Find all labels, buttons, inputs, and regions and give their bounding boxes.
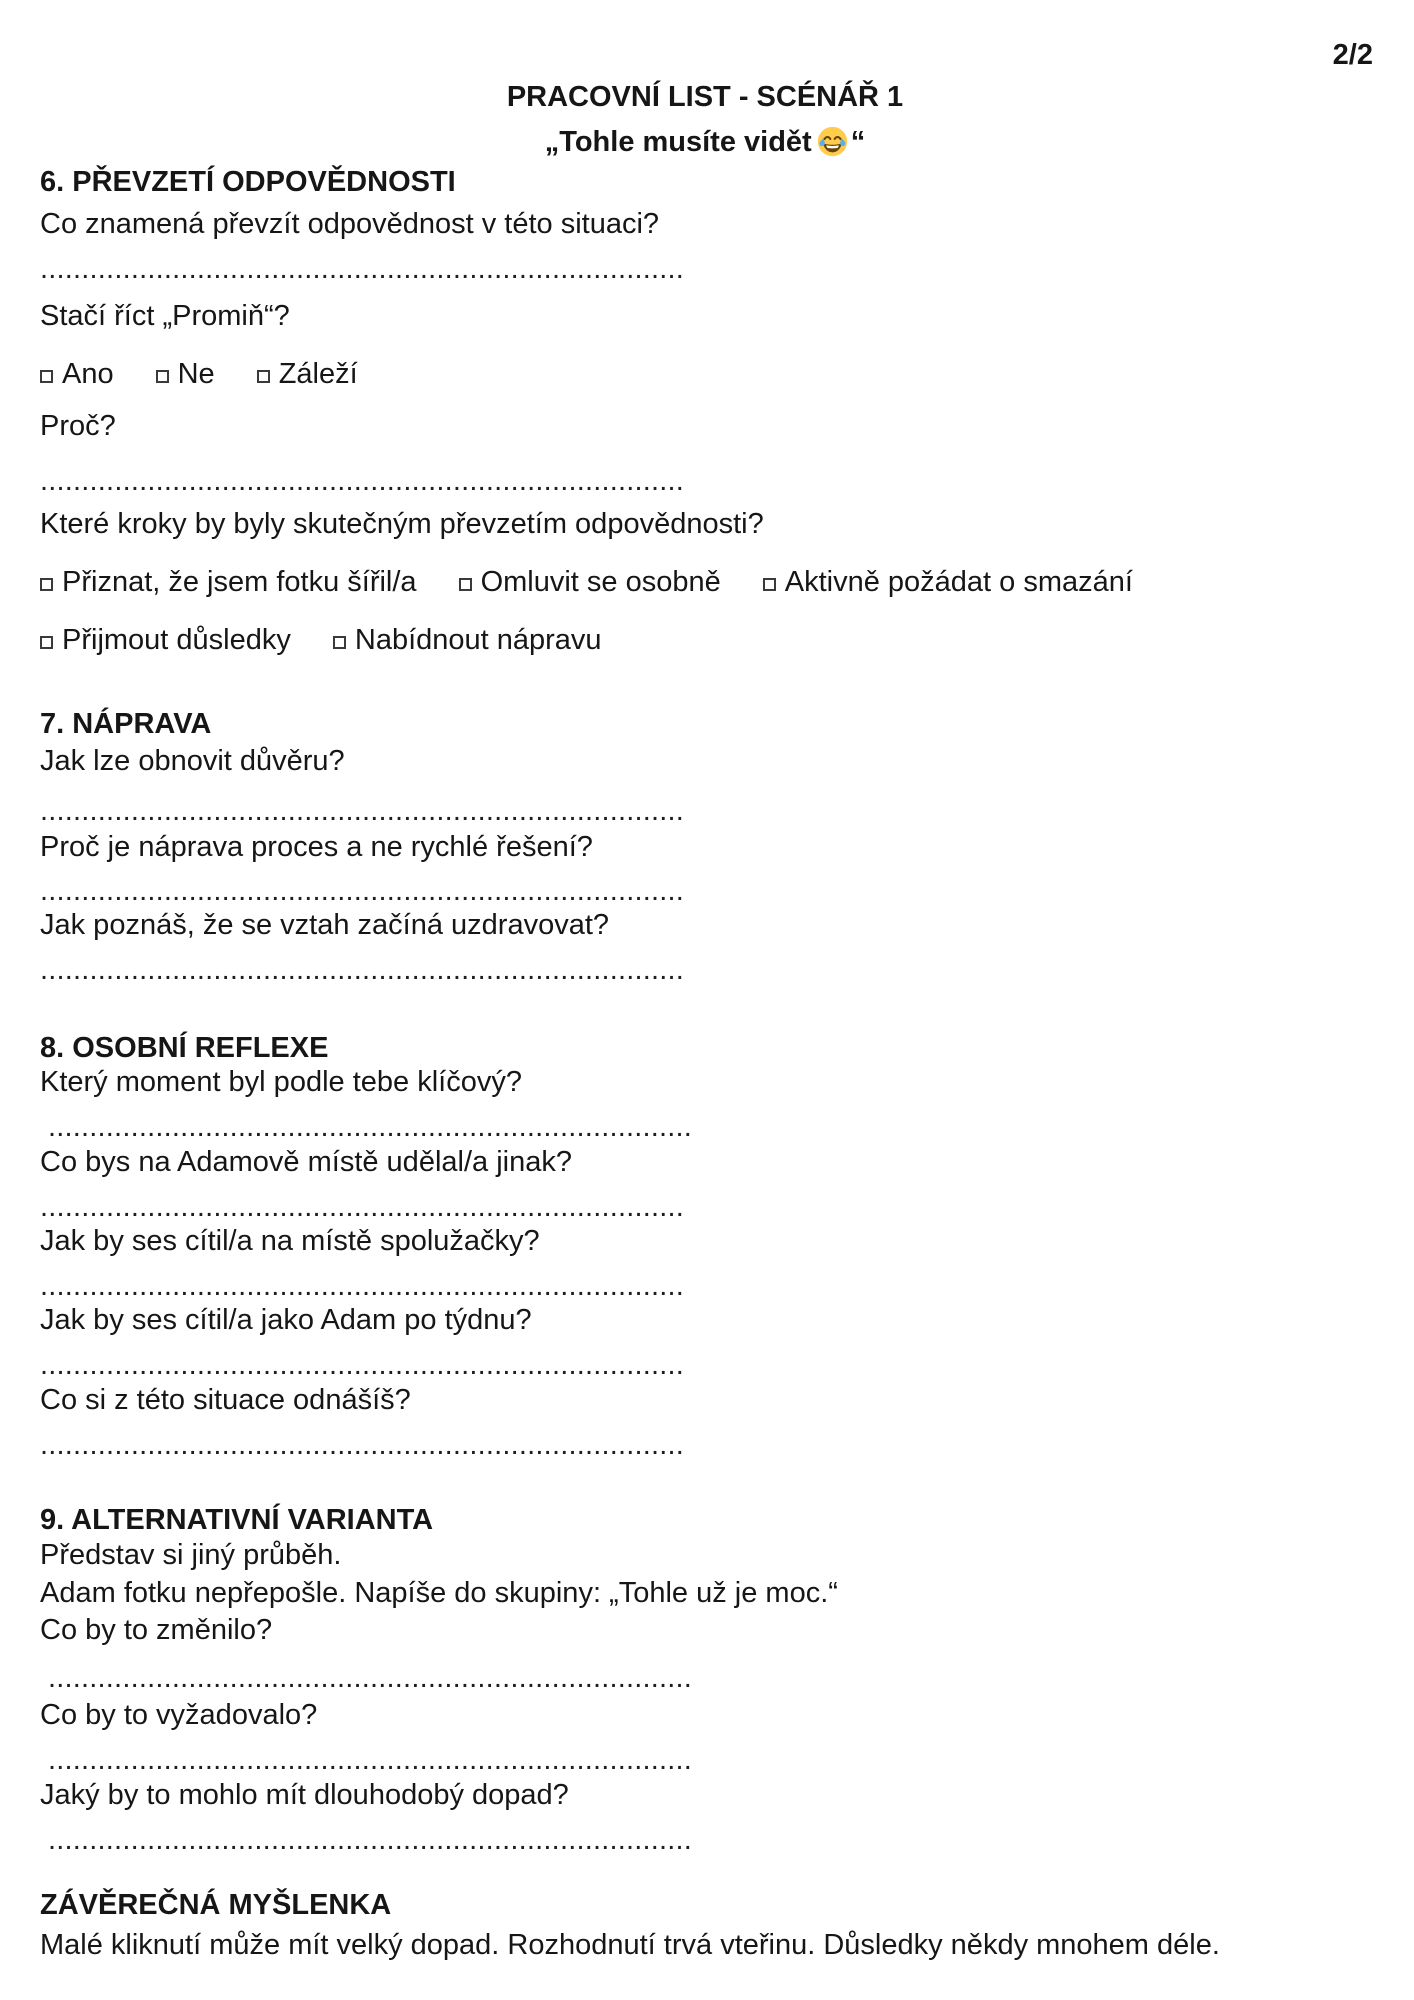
dotted-answer-line: .............................................................................. bbox=[48, 1662, 693, 1694]
dotted-answer-line: .............................................................................. bbox=[40, 1429, 685, 1461]
worksheet-title: PRACOVNÍ LIST - SCÉNÁŘ 1 bbox=[506, 81, 904, 113]
checkbox-option-zalezi[interactable] bbox=[257, 357, 358, 391]
dotted-answer-line: .............................................................................. bbox=[40, 1349, 685, 1381]
checkbox-option-omluvit[interactable] bbox=[459, 565, 721, 599]
question: Jak poznáš, že se vztah začíná uzdravovat? bbox=[40, 909, 610, 941]
question: Jak lze obnovit důvěru? bbox=[40, 745, 345, 777]
dotted-answer-line: .............................................................................. bbox=[48, 1744, 693, 1776]
checkbox-icon bbox=[459, 578, 472, 591]
section-9-heading: 9. ALTERNATIVNÍ VARIANTA bbox=[40, 1504, 434, 1536]
question: Co by to změnilo? bbox=[40, 1614, 273, 1646]
checkbox-option-priznat[interactable] bbox=[40, 565, 417, 599]
intro-text: Představ si jiný průběh. bbox=[40, 1539, 342, 1571]
dotted-answer-line: .............................................................................. bbox=[40, 875, 685, 907]
dotted-answer-line: .............................................................................. bbox=[40, 1191, 685, 1223]
section-6-heading: 6. PŘEVZETÍ ODPOVĚDNOSTI bbox=[40, 166, 456, 198]
subtitle-close-quote: “ bbox=[850, 126, 866, 158]
dotted-answer-line: .............................................................................. bbox=[40, 465, 685, 497]
option-label: Aktivně požádat o smazání bbox=[784, 566, 1133, 598]
checkbox-icon bbox=[40, 636, 53, 649]
checkbox-option-pozadat[interactable] bbox=[763, 565, 1133, 599]
option-label: Omluvit se osobně bbox=[480, 566, 721, 598]
dotted-answer-line: .............................................................................. bbox=[40, 253, 685, 285]
option-label: Ano bbox=[62, 358, 114, 390]
option-label: Přijmout důsledky bbox=[62, 624, 291, 656]
question: Jak by ses cítil/a na místě spolužačky? bbox=[40, 1225, 540, 1257]
checkbox-option-nabidnout[interactable] bbox=[333, 623, 602, 657]
question: Jaký by to mohlo mít dlouhodobý dopad? bbox=[40, 1779, 569, 1811]
face-with-tears-of-joy-emoji-icon bbox=[817, 126, 848, 165]
checkbox-icon bbox=[40, 578, 53, 591]
question: Co si z této situace odnášíš? bbox=[40, 1384, 411, 1416]
worksheet-subtitle bbox=[40, 125, 1370, 165]
checkbox-icon bbox=[156, 370, 169, 383]
subtitle-text: „Tohle musíte vidět bbox=[544, 126, 812, 158]
question: Co znamená převzít odpovědnost v této situaci? bbox=[40, 208, 660, 240]
page-number: 2/2 bbox=[1332, 39, 1373, 71]
question: Stačí říct „Promiň“? bbox=[40, 300, 290, 332]
checkbox-row bbox=[40, 565, 1370, 599]
option-label: Ne bbox=[177, 358, 215, 390]
option-label: Nabídnout nápravu bbox=[354, 624, 602, 656]
checkbox-icon bbox=[40, 370, 53, 383]
question: Co by to vyžadovalo? bbox=[40, 1699, 318, 1731]
dotted-answer-line: .............................................................................. bbox=[48, 1111, 693, 1143]
section-7-heading: 7. NÁPRAVA bbox=[40, 708, 212, 740]
question: Proč? bbox=[40, 410, 116, 442]
checkbox-row bbox=[40, 357, 1370, 391]
question: Který moment byl podle tebe klíčový? bbox=[40, 1066, 522, 1098]
checkbox-option-ano[interactable] bbox=[40, 357, 114, 391]
closing-text: Malé kliknutí může mít velký dopad. Rozhodnutí trvá vteřinu. Důsledky někdy mnohem déle. bbox=[40, 1929, 1220, 1961]
intro-text: Adam fotku nepřepošle. Napíše do skupiny: „Tohle už je moc.“ bbox=[40, 1577, 838, 1609]
closing-heading: ZÁVĚREČNÁ MYŠLENKA bbox=[40, 1889, 392, 1921]
checkbox-row bbox=[40, 623, 1370, 657]
checkbox-icon bbox=[257, 370, 270, 383]
checkbox-icon bbox=[763, 578, 776, 591]
question: Jak by ses cítil/a jako Adam po týdnu? bbox=[40, 1304, 532, 1336]
dotted-answer-line: .............................................................................. bbox=[40, 954, 685, 986]
question: Co bys na Adamově místě udělal/a jinak? bbox=[40, 1146, 572, 1178]
option-label: Přiznat, že jsem fotku šířil/a bbox=[62, 566, 417, 598]
section-8-heading: 8. OSOBNÍ REFLEXE bbox=[40, 1032, 329, 1064]
dotted-answer-line: .............................................................................. bbox=[40, 795, 685, 827]
checkbox-option-ne[interactable] bbox=[156, 357, 215, 391]
checkbox-icon bbox=[333, 636, 346, 649]
option-label: Záleží bbox=[278, 358, 358, 390]
question: Proč je náprava proces a ne rychlé řešení? bbox=[40, 831, 593, 863]
checkbox-option-prijmout[interactable] bbox=[40, 623, 291, 657]
dotted-answer-line: .............................................................................. bbox=[48, 1824, 693, 1856]
dotted-answer-line: .............................................................................. bbox=[40, 1270, 685, 1302]
question: Které kroky by byly skutečným převzetím odpovědnosti? bbox=[40, 508, 764, 540]
